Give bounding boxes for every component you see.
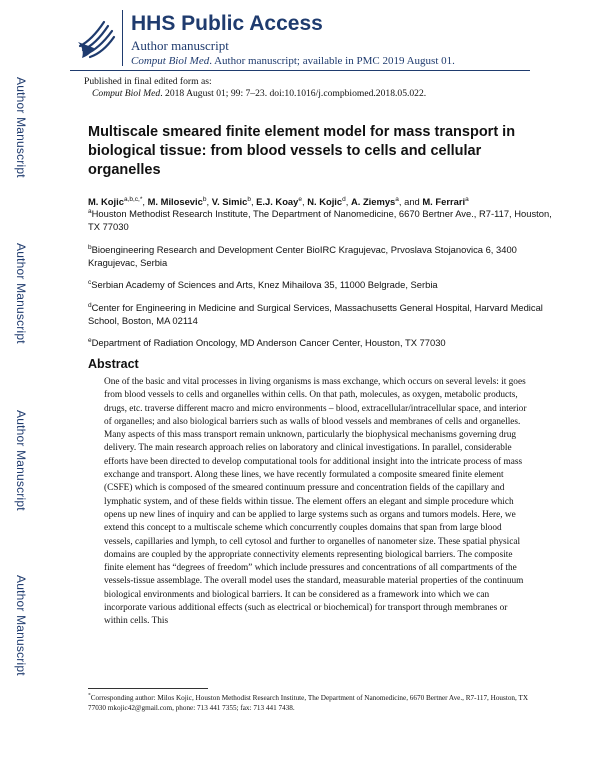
author-name: M. Milosevic <box>147 196 203 207</box>
author-manuscript-label: Author manuscript <box>131 38 229 53</box>
author-name: A. Ziemys <box>350 196 396 207</box>
citation-line <box>92 88 426 100</box>
author-manuscript-stamp: Author Manuscript <box>14 242 28 344</box>
author-name: E.J. Koay <box>256 196 299 207</box>
author-name: N. Kojic <box>307 196 343 207</box>
journal-name: Comput Biol Med <box>131 55 210 67</box>
author-manuscript-stamp: Author Manuscript <box>14 574 28 676</box>
affiliation-e: $^e$Department of Radiation Oncology, MD Anderson Cancer Center, Houston, TX 77030 <box>88 336 446 348</box>
footnote-rule <box>88 688 208 689</box>
hhs-eagle-logo <box>70 10 123 66</box>
hhs-eagle-icon <box>74 16 118 60</box>
affiliation-c: $^c$Serbian Academy of Sciences and Arts, Knez Mihailova 35, 11000 Belgrade, Serbia <box>88 278 438 290</box>
author-name: M. Ferrari <box>422 196 466 207</box>
author-name: V. Simic <box>211 196 248 207</box>
availability-text: . Author manuscript; available in PMC 2019 August 01. <box>209 55 455 67</box>
author-manuscript-stamp: Author Manuscript <box>14 76 28 178</box>
citation-text: . 2018 August 01; 99: 7–23. doi:10.1016/j.compbiomed.2018.05.022. <box>160 88 427 99</box>
hhs-public-access-title: HHS Public Access <box>131 12 323 35</box>
author-affiliation-marker: b <box>247 195 251 203</box>
author-affiliation-marker: d <box>342 195 346 203</box>
abstract-body: One of the basic and vital processes in living organisms is mass exchange, which occurs on several levels: it goes from blood vessels to cells and organelles within cells. On that path, molecules, as oxygen, metabolic products, drugs, etc. traverse different macro and micro environments – blood, extracellular/intracellular space, and interior of organelles; and also biological barriers such as walls of blood vessels and membranes of cells and organelles. Many aspects of this mass transport remain unknown, particularly the biophysical mechanisms governing drug delivery. The main research approach relies on laboratory and clinical investigations. In parallel, considerable efforts have been directed to develop computational tools for additional insight into the intricate process of mass exchange and transport. Along these lines, we have recently formulated a composite smeared finite element (CSFE) which is composed of the smeared continuum pressure and concentration fields of the capillary and lymphatic system, and of these fields within tissue. The element offers an elegant and simple procedure which opens up new lines of inquiry and can be applied to large systems such as organs and tumors models. Here, we extend this concept to a multiscale scheme which concurrently couples domains that span from large blood vessels, capillaries and lymph, to cell cytosol and further to organelles of nanometer size. These spatial physical domains are coupled by the appropriate connectivity elements representing biological barriers. The composite finite element has “degrees of freedom” which include pressures and concentrations of all compartments of the vessels-tissue assemblage. The overall model uses the standard, measurable material properties of the continuum biological environments and biological barriers. It can be considered as a framework into which we can incorporate various additional effects (such as electrical or biochemical) for transport through membranes or within cells. This <box>104 377 527 627</box>
article-title: Multiscale smeared finite element model for mass transport in biological tissue: from blood vessels to cells and cellular organelles <box>88 124 516 178</box>
author-list: M. Kojic$^{a,b,c,*}$, M. Milosevic$^b$, V. Simic$^b$, E.J. Koay$^e$, N. Kojic$^d$, A. Ziemys$^a$, and M. Ferrari$^a$ <box>88 195 469 207</box>
author-affiliation-marker: b <box>202 195 207 203</box>
availability-line <box>131 54 455 68</box>
author-affiliation-marker: e <box>298 195 302 203</box>
citation-journal-name: Comput Biol Med <box>92 88 161 99</box>
corresponding-author-footnote: *Corresponding author: Milos Kojic, Houston Methodist Research Institute, The Department of Nanomedicine, 6670 Bertner Ave., R7-117, Houston, TX 77030 mkojic42@gmail.com, phone: 713 441 7355; fax: 713 441 7438. <box>88 692 529 712</box>
published-in-line: Published in final edited form as: <box>84 76 212 87</box>
affiliation-b: $^b$Bioengineering Research and Development Center BioIRC Kragujevac, Prvoslava Stojanovica 6, 3400 Kragujevac, Serbia <box>88 243 517 268</box>
author-affiliation-marker: a <box>395 195 399 203</box>
author-manuscript-stamp: Author Manuscript <box>14 409 28 511</box>
author-name: M. Kojic <box>88 196 124 207</box>
abstract-heading: Abstract <box>88 357 139 371</box>
header-rule <box>70 70 530 71</box>
author-affiliation-marker: a,b,c,* <box>123 195 143 203</box>
affiliation-a: $^a$Houston Methodist Research Institute, The Department of Nanomedicine, 6670 Bertner Ave., R7-117, Houston, TX 77030 <box>88 207 552 232</box>
affiliation-d: $^d$Center for Engineering in Medicine and Surgical Services, Massachusetts General Hospital, Harvard Medical School, Boston, MA 02114 <box>88 301 543 326</box>
author-affiliation-marker: a <box>465 195 469 203</box>
